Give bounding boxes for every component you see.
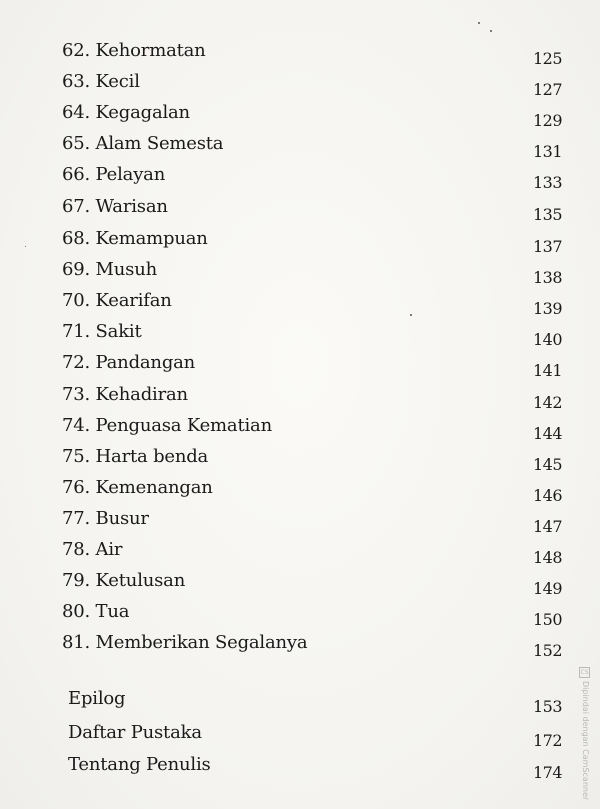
- toc-entry-page: 149: [532, 579, 562, 598]
- toc-entry-title: 69. Musuh: [62, 259, 157, 280]
- toc-entry-title: 79. Ketulusan: [62, 570, 186, 591]
- toc-entry: [0, 317, 600, 347]
- toc-entry-title: 78. Air: [62, 539, 123, 560]
- toc-entry: [0, 98, 600, 128]
- toc-entry-page: 135: [532, 205, 562, 224]
- toc-entry: [0, 67, 600, 97]
- toc-entry: [0, 160, 600, 190]
- toc-entry: [0, 442, 600, 472]
- toc-entry-title: 80. Tua: [62, 601, 130, 622]
- toc-entry: [0, 224, 600, 254]
- scan-speck: [25, 246, 26, 247]
- toc-entry: [0, 286, 600, 316]
- toc-entry-title: 70. Kearifan: [62, 290, 172, 311]
- toc-entry: [0, 380, 600, 410]
- toc-entry-title: Tentang Penulis: [68, 754, 211, 775]
- toc-entry: [0, 504, 600, 534]
- watermark-text: Dipindai dengan CamScanner: [581, 681, 590, 801]
- toc-backmatter-entry: [0, 750, 600, 780]
- toc-entry: [0, 36, 600, 66]
- toc-entry: [0, 566, 600, 596]
- toc-entry-title: 73. Kehadiran: [62, 384, 188, 405]
- toc-entry-page: 129: [532, 111, 562, 130]
- toc-entry-title: 68. Kemampuan: [62, 228, 208, 249]
- toc-entry: [0, 411, 600, 441]
- toc-entry: [0, 628, 600, 658]
- toc-entry-page: 153: [532, 697, 562, 716]
- toc-entry-page: 144: [532, 424, 562, 443]
- scan-speck: [410, 314, 412, 316]
- toc-entry-page: 140: [532, 330, 562, 349]
- toc-backmatter-entry: [0, 718, 600, 748]
- camscanner-icon: CS: [581, 669, 589, 676]
- toc-entry-page: 139: [532, 299, 562, 318]
- toc-entry: [0, 348, 600, 378]
- toc-entry-page: 125: [532, 49, 562, 68]
- toc-entry-title: 66. Pelayan: [62, 164, 166, 185]
- toc-entry-title: 67. Warisan: [62, 196, 168, 217]
- toc-entry-page: 138: [532, 268, 562, 287]
- toc-entry-page: 133: [532, 173, 562, 192]
- toc-entry-title: 62. Kehormatan: [62, 40, 206, 61]
- toc-entry: [0, 535, 600, 565]
- toc-entry-title: 65. Alam Semesta: [62, 133, 224, 154]
- toc-entry: [0, 192, 600, 222]
- toc-entry-title: 63. Kecil: [62, 71, 140, 92]
- toc-entry: [0, 473, 600, 503]
- toc-entry: [0, 129, 600, 159]
- toc-entry-page: 142: [532, 393, 562, 412]
- toc-entry-title: Daftar Pustaka: [68, 722, 202, 743]
- toc-entry-title: 75. Harta benda: [62, 446, 209, 467]
- toc-backmatter-entry: [0, 684, 600, 714]
- toc-entry: [0, 597, 600, 627]
- toc-entry-page: 147: [532, 517, 562, 536]
- toc-entry-page: 137: [532, 237, 562, 256]
- toc-entry-title: Epilog: [68, 688, 126, 709]
- camscanner-watermark: [580, 667, 594, 807]
- toc-entry-page: 131: [532, 142, 562, 161]
- toc-entry-page: 127: [532, 80, 562, 99]
- toc-entry-title: 72. Pandangan: [62, 352, 196, 373]
- toc-entry-page: 152: [532, 641, 562, 660]
- toc-entry-title: 76. Kemenangan: [62, 477, 213, 498]
- toc-entry: [0, 255, 600, 285]
- toc-entry-page: 145: [532, 455, 562, 474]
- toc-entry-title: 81. Memberikan Segalanya: [62, 632, 308, 653]
- toc-entry-title: 77. Busur: [62, 508, 149, 529]
- scan-speck: [478, 22, 480, 24]
- toc-entry-page: 141: [532, 361, 562, 380]
- toc-entry-title: 71. Sakit: [62, 321, 142, 342]
- toc-entry-title: 64. Kegagalan: [62, 102, 190, 123]
- toc-entry-page: 146: [532, 486, 562, 505]
- toc-entry-page: 174: [532, 763, 562, 782]
- scan-speck: [490, 30, 492, 32]
- toc-entry-title: 74. Penguasa Kematian: [62, 415, 272, 436]
- toc-entry-page: 172: [532, 731, 562, 750]
- toc-entry-page: 148: [532, 548, 562, 567]
- toc-entry-page: 150: [532, 610, 562, 629]
